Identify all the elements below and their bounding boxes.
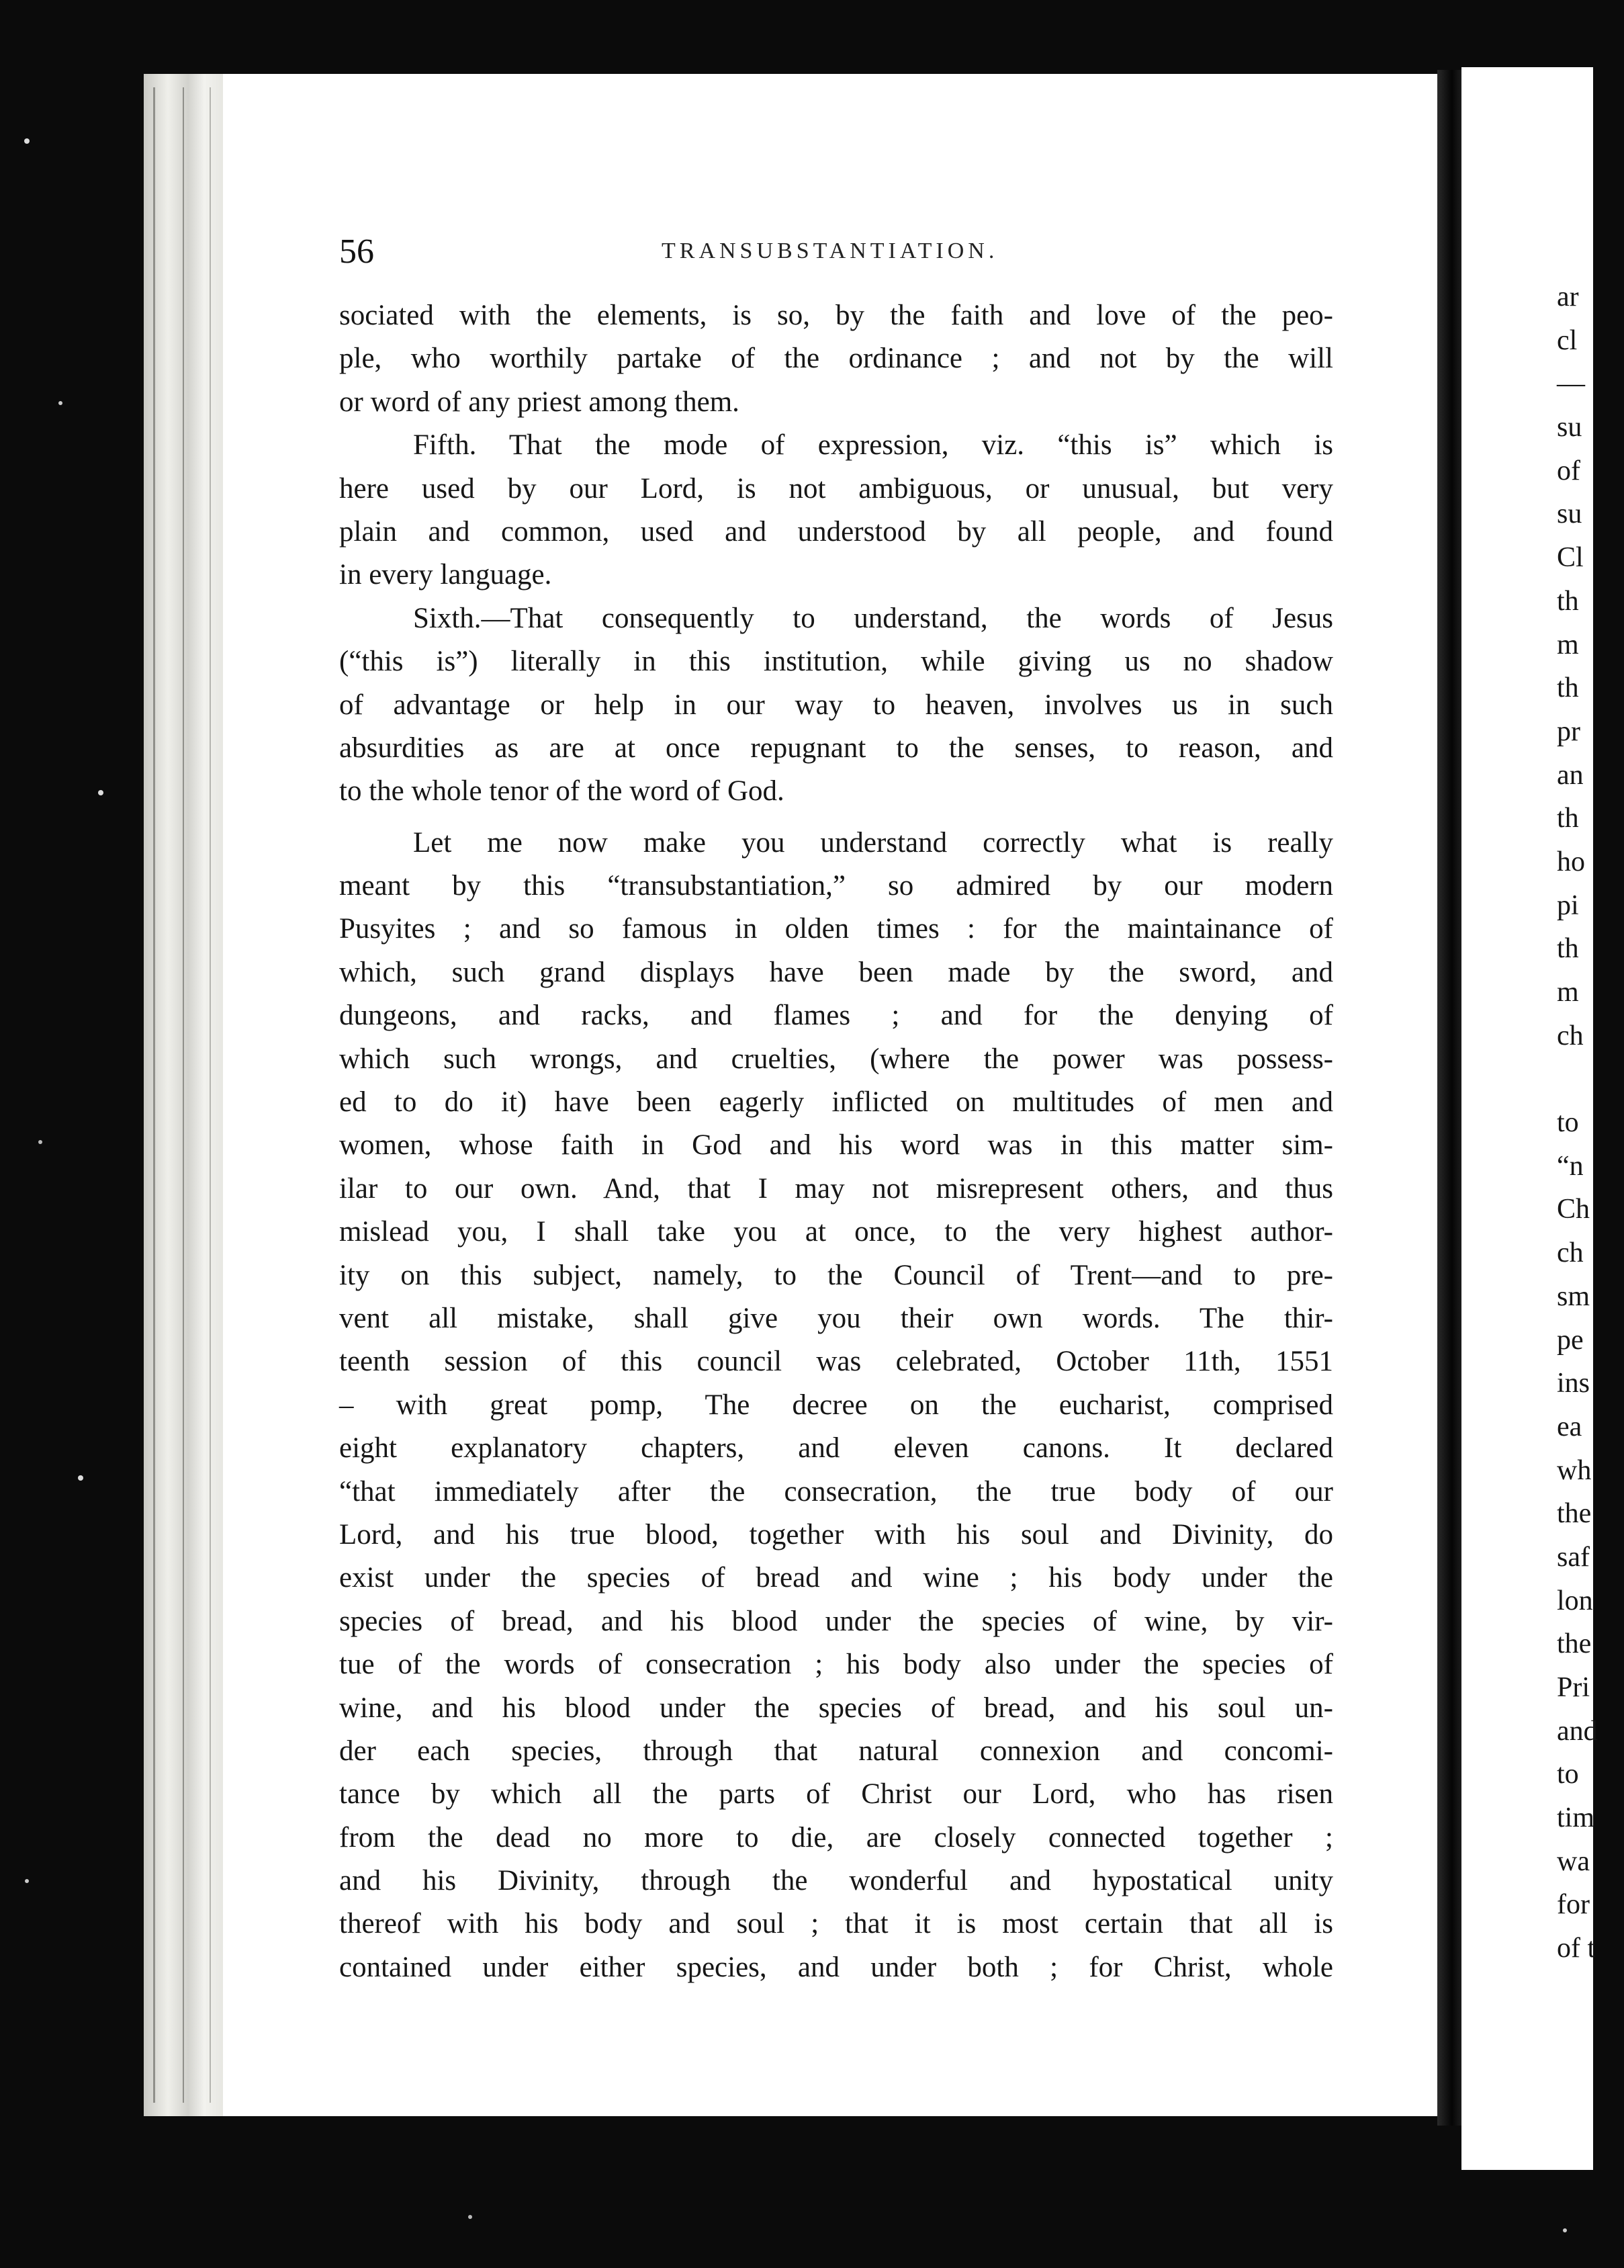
facing-page-fragment: ch: [1557, 1020, 1584, 1051]
fold-line: [183, 87, 184, 2103]
text-line: ilar to our own. And, that I may not misrepresent others, and thus: [339, 1172, 1333, 1205]
paragraph-first-line: Sixth.—That consequently to understand, the words of Jesus: [413, 602, 1333, 634]
facing-page-fragment: Ch: [1557, 1194, 1590, 1225]
facing-page-fragment: wa: [1557, 1845, 1590, 1877]
facing-page-fragment: ch: [1557, 1237, 1584, 1269]
facing-page-fragment: for: [1557, 1889, 1590, 1921]
facing-page-fragment: su: [1557, 498, 1582, 530]
running-head-title: TRANSUBSTANTIATION.: [662, 238, 999, 263]
facing-page-fragment: the: [1557, 1628, 1592, 1660]
text-line: eight explanatory chapters, and eleven canons. It declared: [339, 1432, 1333, 1465]
text-line: ple, who worthily partake of the ordinance ; and not by the will: [339, 343, 1333, 375]
text-line: plain and common, used and understood by all people, and found: [339, 515, 1333, 548]
facing-page-fragment: Pri: [1557, 1672, 1590, 1703]
facing-page-fragment: pr: [1557, 715, 1580, 747]
facing-page-fragment: m: [1557, 977, 1579, 1008]
facing-page-fragment: pi: [1557, 889, 1579, 921]
facing-page-fragment: ea: [1557, 1411, 1582, 1442]
text-line: to the whole tenor of the word of God.: [339, 775, 784, 808]
text-line: here used by our Lord, is not ambiguous, or unusual, but very: [339, 472, 1333, 505]
facing-page-fragment: th: [1557, 672, 1579, 704]
facing-page-fragment: th: [1557, 803, 1579, 834]
facing-page-fragment: to: [1557, 1107, 1579, 1139]
text-line: from the dead no more to die, are closely connected together ;: [339, 1821, 1333, 1853]
text-line: women, whose faith in God and his word was in this matter sim-: [339, 1129, 1333, 1162]
facing-page-fragment: ins: [1557, 1368, 1590, 1399]
facing-page-fragment: to: [1557, 1759, 1579, 1790]
facing-page-fragment: ho: [1557, 846, 1585, 877]
page-fold-shadow: [144, 74, 224, 2116]
text-line: and his Divinity, through the wonderful and hypostatical unity: [339, 1865, 1333, 1897]
facing-page-fragment: —: [1557, 368, 1585, 400]
facing-page-text: [1557, 275, 1624, 1970]
facing-page-fragment: pe: [1557, 1324, 1584, 1356]
text-line: ed to do it) have been eagerly inflicted on multitudes of men and: [339, 1086, 1333, 1119]
facing-page-fragment: th: [1557, 585, 1579, 617]
text-line: dungeons, and racks, and flames ; and for the denying of: [339, 1000, 1333, 1032]
text-line: of advantage or help in our way to heaven, involves us in such: [339, 689, 1333, 721]
facing-page-fragment: saf: [1557, 1541, 1590, 1573]
text-line: contained under either species, and under both ; for Christ, whole: [339, 1951, 1333, 1983]
facing-page-fragment: of t: [1557, 1933, 1596, 1964]
facing-page-fragment: cl: [1557, 324, 1578, 356]
facing-page-fragment: [1557, 1057, 1624, 1101]
running-head: [339, 232, 1333, 279]
fold-line: [210, 87, 211, 2103]
book-gutter: [1437, 70, 1461, 2126]
text-line: or word of any priest among them.: [339, 386, 739, 418]
paragraph-first-line: Fifth. That the mode of expression, viz. “this is” which is: [413, 429, 1333, 462]
facing-page-fragment: and: [1557, 1715, 1598, 1747]
text-line: tue of the words of consecration ; his body also under the species of: [339, 1649, 1333, 1681]
facing-page-fragment: Cl: [1557, 542, 1584, 574]
facing-page-fragment: su: [1557, 412, 1582, 443]
text-line: tance by which all the parts of Christ our Lord, who has risen: [339, 1778, 1333, 1811]
page-number: 56: [339, 232, 374, 271]
text-line: in every language.: [339, 559, 552, 591]
facing-page-fragment: the: [1557, 1498, 1592, 1530]
text-line: meant by this “transubstantiation,” so admired by our modern: [339, 870, 1333, 902]
facing-page-fragment: m: [1557, 629, 1579, 660]
text-line: (“this is”) literally in this institution, while giving us no shadow: [339, 646, 1333, 678]
text-line: Pusyites ; and so famous in olden times : for the maintainance of: [339, 913, 1333, 945]
text-line: der each species, through that natural connexion and concomi-: [339, 1735, 1333, 1767]
text-line: exist under the species of bread and wine ; his body under the: [339, 1562, 1333, 1594]
text-line: absurdities as are at once repugnant to the senses, to reason, and: [339, 732, 1333, 764]
text-line: thereof with his body and soul ; that it is most certain that all is: [339, 1908, 1333, 1940]
text-line: Lord, and his true blood, together with his soul and Divinity, do: [339, 1518, 1333, 1551]
text-line: wine, and his blood under the species of bread, and his soul un-: [339, 1692, 1333, 1724]
paragraph-first-line: Let me now make you understand correctly what is really: [413, 826, 1333, 859]
text-line: ity on this subject, namely, to the Council of Trent—and to pre-: [339, 1259, 1333, 1291]
facing-page-fragment: tim: [1557, 1802, 1595, 1834]
facing-page-fragment: lon: [1557, 1585, 1593, 1616]
text-line: mislead you, I shall take you at once, to the very highest author-: [339, 1216, 1333, 1248]
facing-page-fragment: th: [1557, 933, 1579, 965]
facing-page-fragment: ar: [1557, 281, 1579, 312]
fold-line: [153, 87, 155, 2103]
facing-page-fragment: sm: [1557, 1280, 1590, 1312]
facing-page-fragment: of: [1557, 455, 1580, 486]
text-line: vent all mistake, shall give you their own words. The thir-: [339, 1302, 1333, 1334]
facing-page-fragment: wh: [1557, 1454, 1592, 1486]
text-line: species of bread, and his blood under the species of wine, by vir-: [339, 1605, 1333, 1637]
text-line: teenth session of this council was celebrated, October 11th, 1551: [339, 1346, 1333, 1378]
text-line: which such wrongs, and cruelties, (where the power was possess-: [339, 1043, 1333, 1075]
text-line: – with great pomp, The decree on the eucharist, comprised: [339, 1389, 1333, 1421]
text-line: which, such grand displays have been made by the sword, and: [339, 956, 1333, 988]
text-line: “that immediately after the consecration, the true body of our: [339, 1475, 1333, 1508]
facing-page-fragment: an: [1557, 759, 1584, 791]
body-text: [339, 294, 1333, 1989]
text-line: sociated with the elements, is so, by the faith and love of the peo-: [339, 300, 1333, 331]
facing-page-fragment: “n: [1557, 1150, 1584, 1182]
